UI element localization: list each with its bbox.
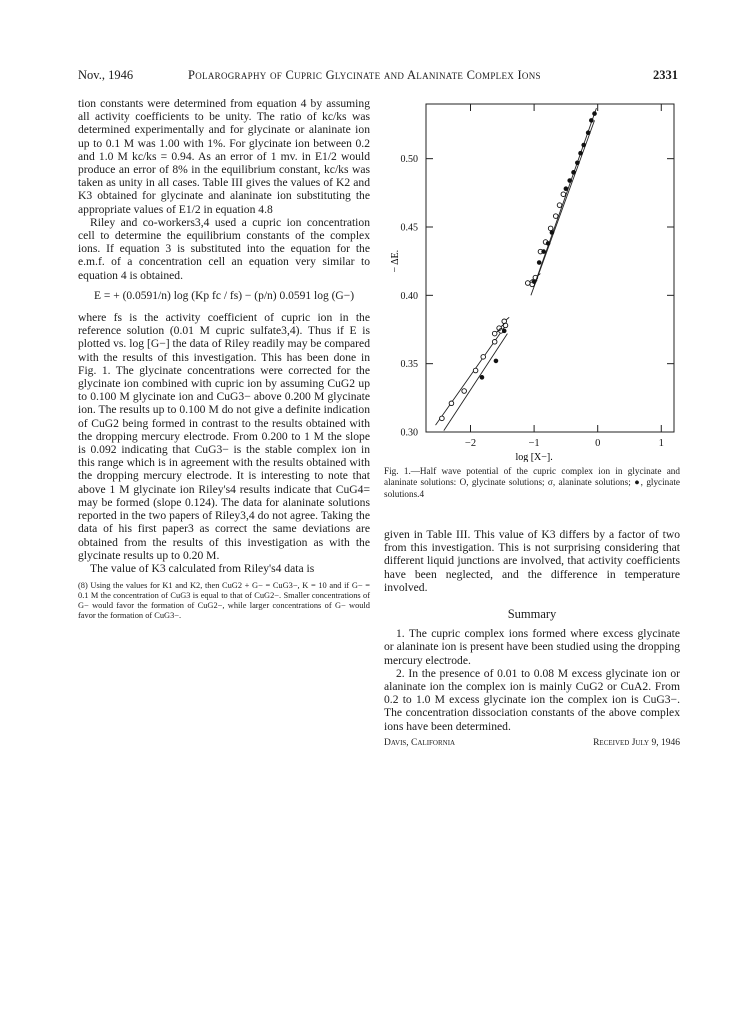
data-point-filled [546, 241, 551, 246]
data-point-filled [537, 260, 542, 265]
data-point-filled [541, 249, 546, 254]
fit-line [436, 324, 507, 425]
data-point-filled [564, 186, 569, 191]
paragraph: given in Table III. This value of K3 differs by a factor of two from this investigation. This is not surprising considering that different liquid junctions are involved, that activity coefficients have been neglected, and the difference in temperature involved. [384, 528, 680, 594]
data-point-open [553, 214, 558, 219]
data-point-filled [589, 118, 594, 123]
data-point-tailed [502, 319, 507, 324]
x-tick-label: −1 [528, 438, 540, 449]
footnote: (8) Using the values for K1 and K2, then CuG2 + G− = CuG3−, K = 10 and if G− = 0.1 M the concentration of CuG3 is equal to that of CuG2−. Smaller concentrations of G− would favor the formation of CuG2−, while larger concentrations of G− would favor the formation of CuG3−. [78, 581, 370, 621]
x-tick-label: 0 [595, 438, 601, 449]
y-axis-label: − ΔE. [390, 249, 401, 273]
chart-points [440, 111, 597, 420]
y-tick-label: 0.30 [400, 427, 418, 439]
y-tick-label: 0.35 [400, 359, 418, 371]
figure-1-chart [384, 94, 680, 462]
data-point-filled [494, 359, 499, 364]
data-point-tailed [492, 331, 497, 336]
data-point-open [492, 340, 497, 345]
summary-heading: Summary [507, 607, 557, 622]
left-column [78, 97, 370, 621]
journal-date: Nov., 1946 [78, 68, 134, 82]
paragraph: tion constants were determined from equation 4 by assuming all activity coefficients to be unity. The ratio of kc/ks was determined experimentally and for glycinate or alaninate ion up to 0.1 M was 1.00 with 1%. For glycinate ion between 0.2 and 1.0 M kc/ks = 0.94. As an error of 1 mv. in E1/2 would produce an error of 8% in the equilibrium constant, kc/ks was taken as unity in all cases. Table III gives the values of K2 and K3 obtained for glycinate and alaninate ion substituting the appropriate values of E1/2 in equation 4.8 [78, 97, 370, 216]
data-point-filled [571, 170, 576, 175]
data-point-tailed [525, 281, 530, 286]
data-point-filled [502, 329, 507, 334]
data-point-open [548, 226, 553, 231]
figure-caption: Fig. 1.—Half wave potential of the cupric complex ion in glycinate and alaninate solutions: O, glycinate solutions; σ, alaninate solutions; ●, glycinate solutions.4 [384, 466, 680, 499]
data-point-filled [550, 230, 555, 235]
data-point-filled [578, 151, 583, 156]
paragraph: where fs is the activity coefficient of cupric ion in the reference solution (0.01 M cupric sulfate3,4). Thus if E is plotted vs. log [G−] the data of Riley readily may be compared with the results of this investigation. This has been done in Fig. 1. The glycinate concentrations were corrected for the glycinate ion combined with cupric ion by assuming CuG2 up to 0.100 M glycinate ion and CuG3− above 0.200 M glycinate ion. The results up to 0.100 M do not give a definite indication of CuG2 being formed in contrast to the results obtained with the dropping mercury electrode. From 0.200 to 1 M the slope is 0.092 indicating that CuG3− is the stable complex ion in this range which is in agreement with the results obtained with the dropping mercury electrode. It is interesting to note that above 1 M glycinate ion Riley's4 results indicate that CuG4= may be formed (slope 0.124). The data for alaninate solutions reported in the two papers of Riley3,4 do not agree. Taking the data of his first paper3 as correct the same deviations are obtained from the results of this investigation as with the glycinate results up to 0.20 M. [78, 311, 370, 562]
received-date: Received July 9, 1946 [593, 737, 680, 748]
data-point-open [557, 203, 562, 208]
data-point-tail [506, 317, 509, 320]
page-header [78, 68, 678, 84]
data-point-open [481, 355, 486, 360]
x-tick-label: −2 [464, 438, 477, 449]
data-point-open [462, 389, 467, 394]
chart-axes [426, 104, 674, 432]
data-point-filled [567, 178, 572, 183]
x-axis-label: log [X−]. [515, 452, 553, 462]
y-tick-label: 0.45 [400, 222, 418, 234]
x-tick-label: 1 [658, 438, 664, 449]
data-point-filled [575, 160, 580, 165]
chart-fit-lines [436, 108, 597, 431]
plot-frame [426, 104, 674, 432]
data-point-filled [586, 130, 591, 135]
location: Davis, California [384, 737, 456, 748]
data-point-open [440, 416, 445, 421]
data-point-filled [581, 143, 586, 148]
page-number: 2331 [653, 68, 678, 82]
data-point-open [473, 368, 478, 373]
right-column [384, 528, 680, 751]
fit-line [534, 108, 596, 286]
data-point-filled [480, 375, 485, 380]
fit-line [444, 334, 508, 431]
data-point-filled [592, 111, 597, 116]
data-point-open [561, 192, 566, 197]
paragraph: Riley and co-workers3,4 used a cupric ion concentration cell to determine the equilibrium constants of the complex ions. If equation 3 is substituted into the equation for the e.m.f. of a concentration cell an equation very similar to equation 4 is obtained. [78, 215, 370, 282]
summary-item: 1. The cupric complex ions formed where excess glycinate or alaninate ion is present have been studied using the dropping mercury electrode. [384, 627, 680, 667]
data-point-filled [532, 279, 537, 284]
article-footer [384, 737, 680, 751]
equation: E = + (0.0591/n) log (Kp fc / fs) − (p/n) 0.0591 log (G−) [93, 289, 355, 302]
data-point-open [449, 401, 454, 406]
running-title: Polarography of Cupric Glycinate and Alaninate Complex Ions [188, 68, 541, 82]
summary-item: 2. In the presence of 0.01 to 0.08 M excess glycinate ion or alaninate ion the complex ion is mainly CuG2 or CuA2. From 0.2 to 1.0 M excess glycinate ion the complex ion is CuG3−. The concentration dissociation constants of the above complex ions have been determined. [384, 666, 680, 733]
paragraph: The value of K3 calculated from Riley's4 data is [90, 561, 315, 575]
y-tick-label: 0.40 [400, 290, 418, 302]
y-tick-label: 0.50 [400, 154, 418, 166]
